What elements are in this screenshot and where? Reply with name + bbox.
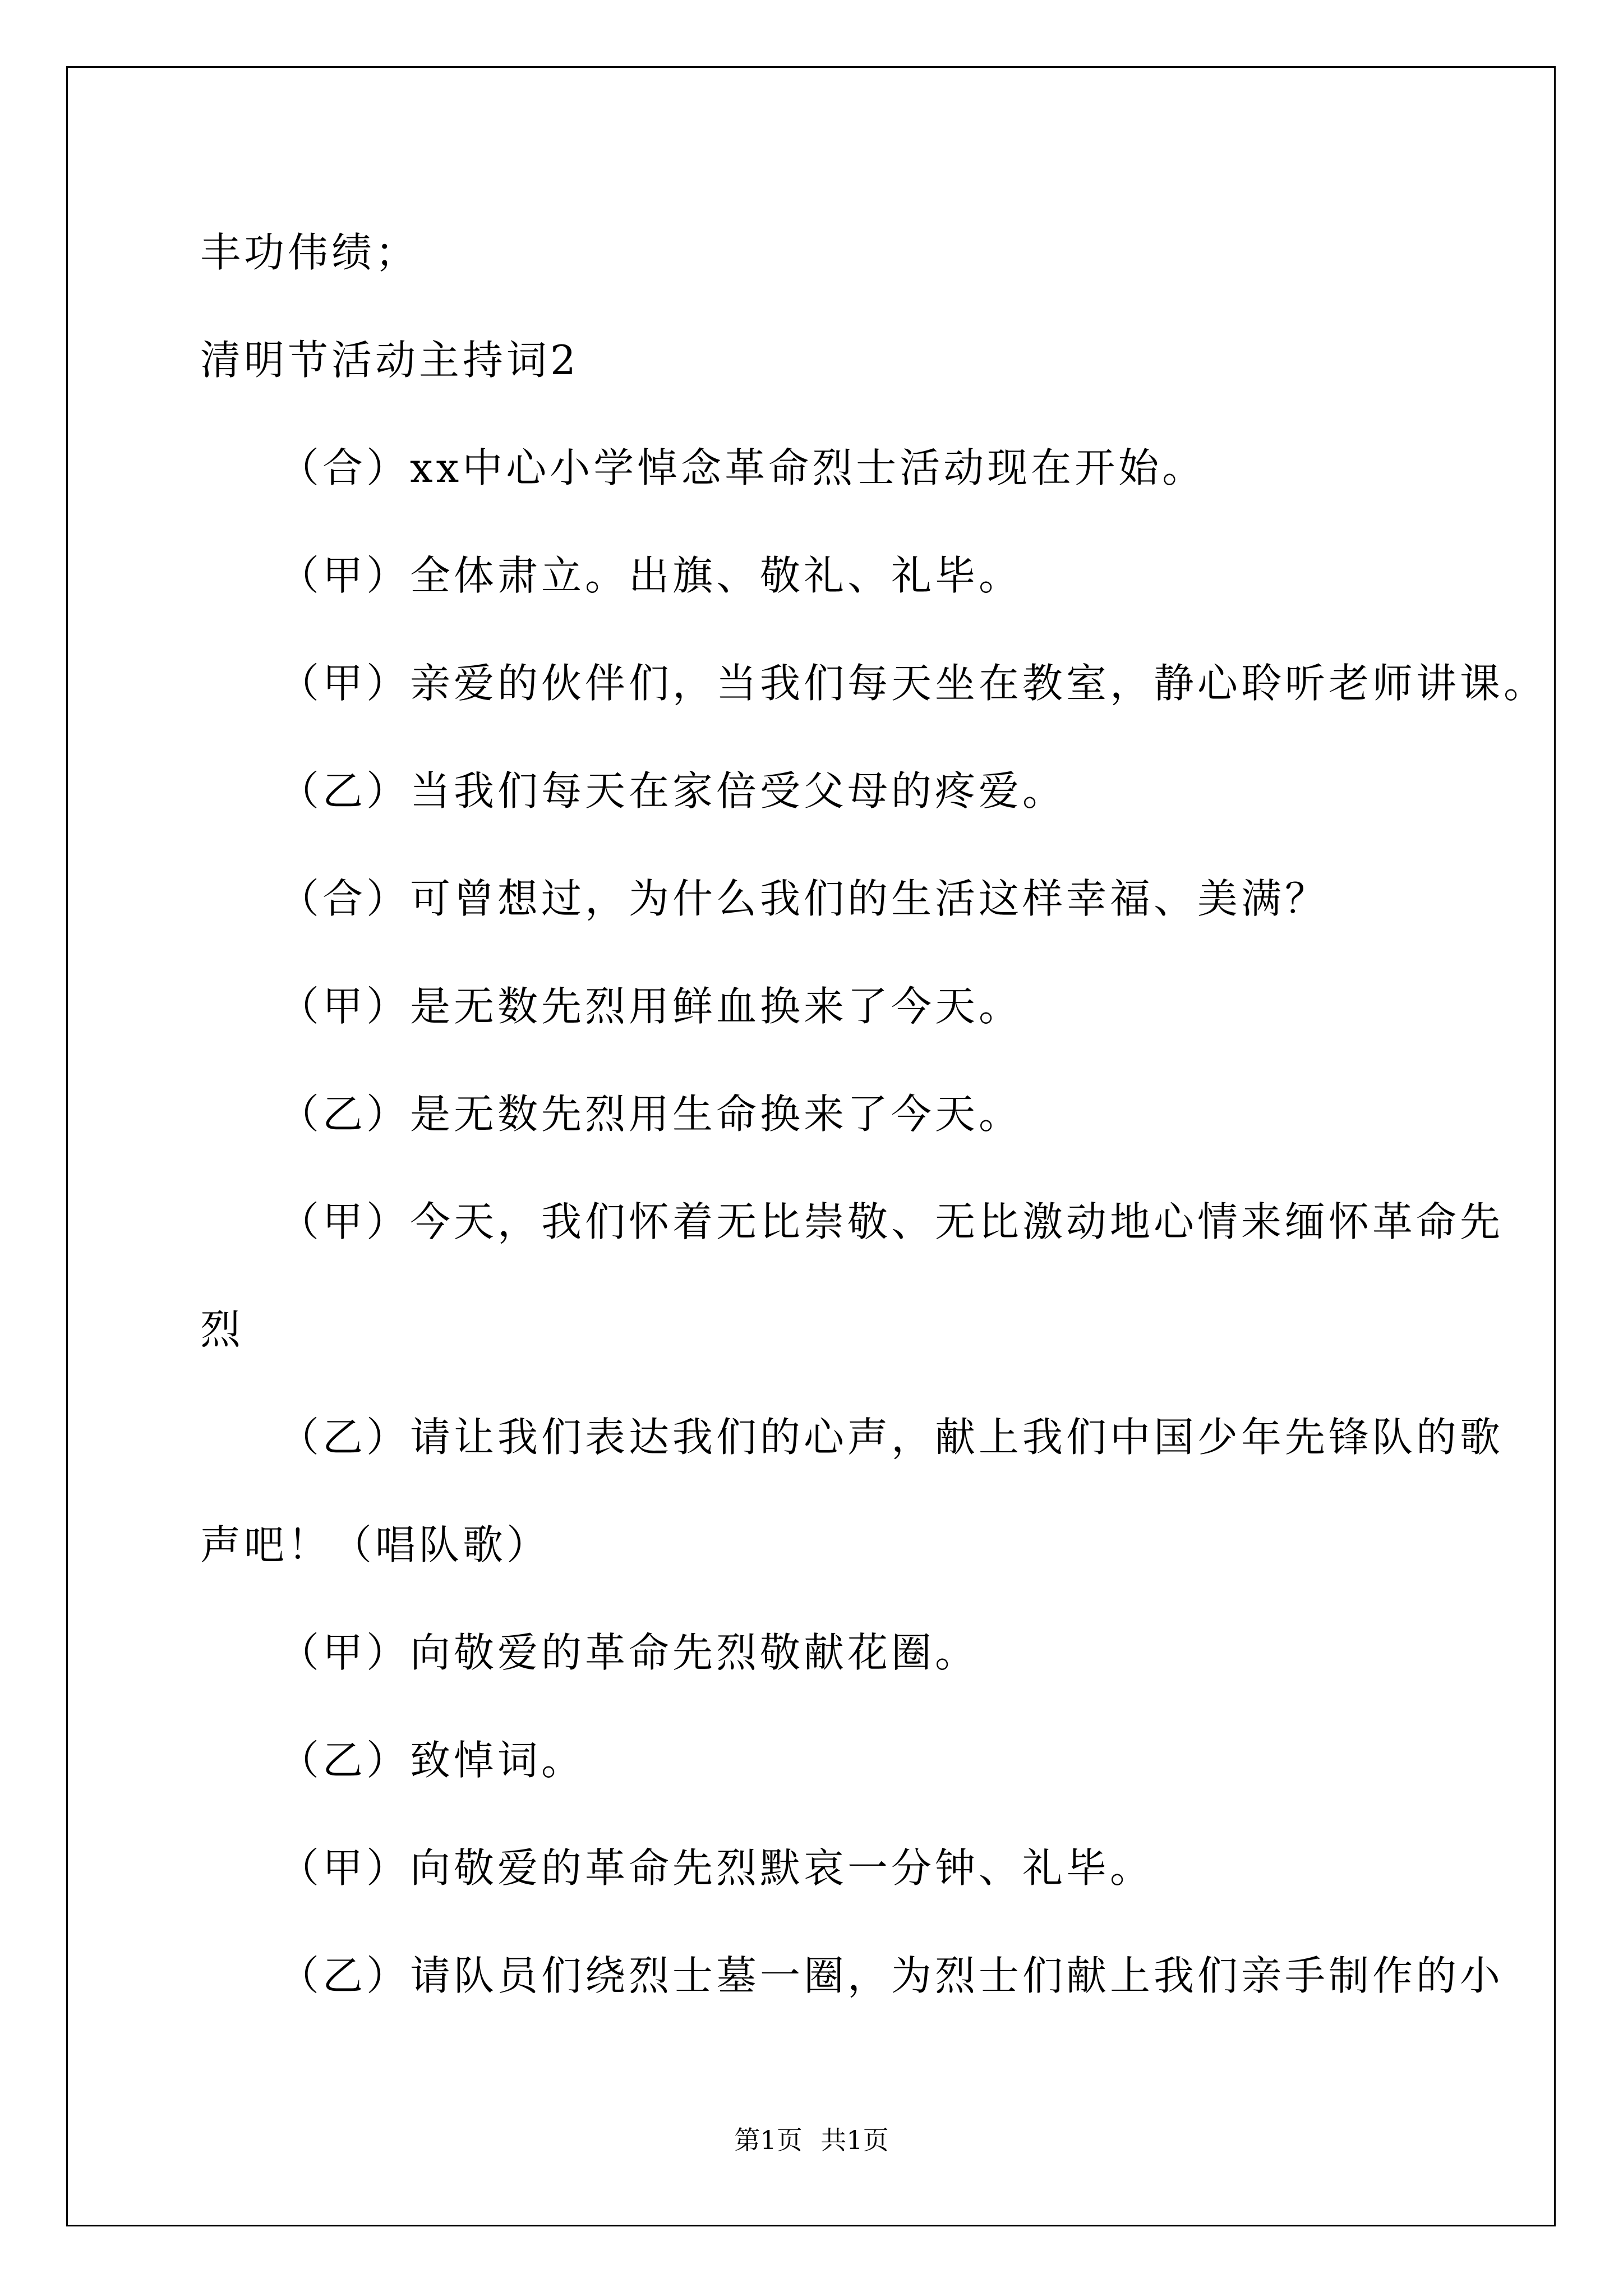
text-line: （乙）当我们每天在家倍受父母的疼爱。: [279, 767, 1067, 815]
text-line: （甲）向敬爱的革命先烈敬献花圈。: [279, 1629, 979, 1676]
text-line: （甲）亲爱的伙伴们，当我们每天坐在教室，静心聆听老师讲课。: [279, 660, 1548, 707]
text-line: （甲）向敬爱的革命先烈默哀一分钟、礼毕。: [279, 1844, 1154, 1892]
text-line: （乙）请队员们绕烈士墓一圈，为烈士们献上我们亲手制作的小: [279, 1952, 1504, 1999]
text-line: 声吧！（唱队歌）: [200, 1521, 551, 1568]
section-heading: 清明节活动主持词2: [200, 337, 579, 384]
text-line: 丰功伟绩；: [200, 229, 419, 276]
page-footer: 第1页 共1页: [734, 2125, 889, 2155]
text-line: （甲）全体肃立。出旗、敬礼、礼毕。: [279, 552, 1023, 599]
text-line: 烈: [200, 1306, 245, 1353]
text-line: （合）xx中心小学悼念革命烈士活动现在开始。: [279, 444, 1206, 491]
text-line: （乙）是无数先烈用生命换来了今天。: [279, 1091, 1023, 1138]
text-line: （甲）是无数先烈用鲜血换来了今天。: [279, 983, 1023, 1030]
text-line: （合）可曾想过，为什么我们的生活这样幸福、美满？: [279, 875, 1329, 922]
text-line: （甲）今天，我们怀着无比崇敬、无比激动地心情来缅怀革命先: [279, 1198, 1504, 1245]
text-line: （乙）请让我们表达我们的心声，献上我们中国少年先锋队的歌: [279, 1414, 1504, 1461]
page-border: [66, 66, 1556, 2226]
text-line: （乙）致悼词。: [279, 1737, 585, 1784]
